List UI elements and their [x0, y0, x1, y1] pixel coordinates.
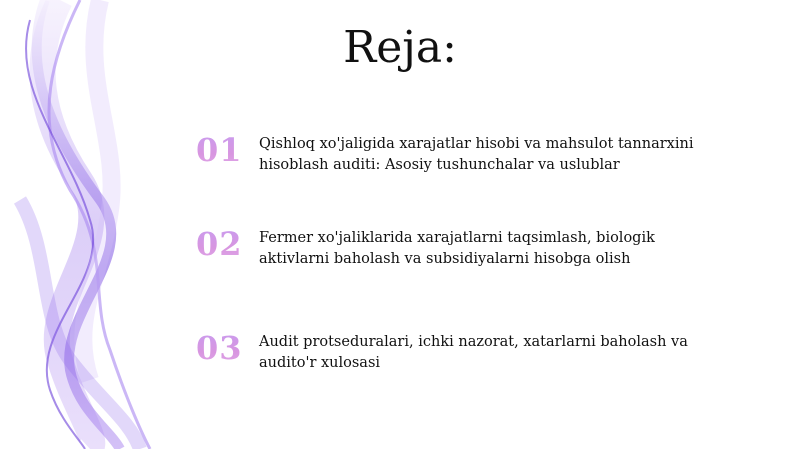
agenda-item-text: Qishloq xo'jaligida xarajatlar hisobi va mahsulot tannarxini hisoblash auditi: Asosiy tushunchalar va uslublar [259, 136, 694, 173]
slide-title: Reja: [343, 22, 457, 73]
agenda-item [196, 131, 756, 191]
agenda-item-number: 03 [196, 329, 243, 367]
agenda-item-number: 01 [196, 131, 243, 169]
agenda-item-text: Fermer xo'jaliklarida xarajatlarni taqsimlash, biologik aktivlarni baholash va subsidiyalarni hisobga olish [259, 230, 655, 267]
agenda-item [196, 329, 756, 389]
agenda-item [196, 225, 756, 285]
agenda-item-number: 02 [196, 225, 243, 263]
agenda-item-text: Audit protseduralari, ichki nazorat, xatarlarni baholash va audito'r xulosasi [259, 334, 688, 371]
